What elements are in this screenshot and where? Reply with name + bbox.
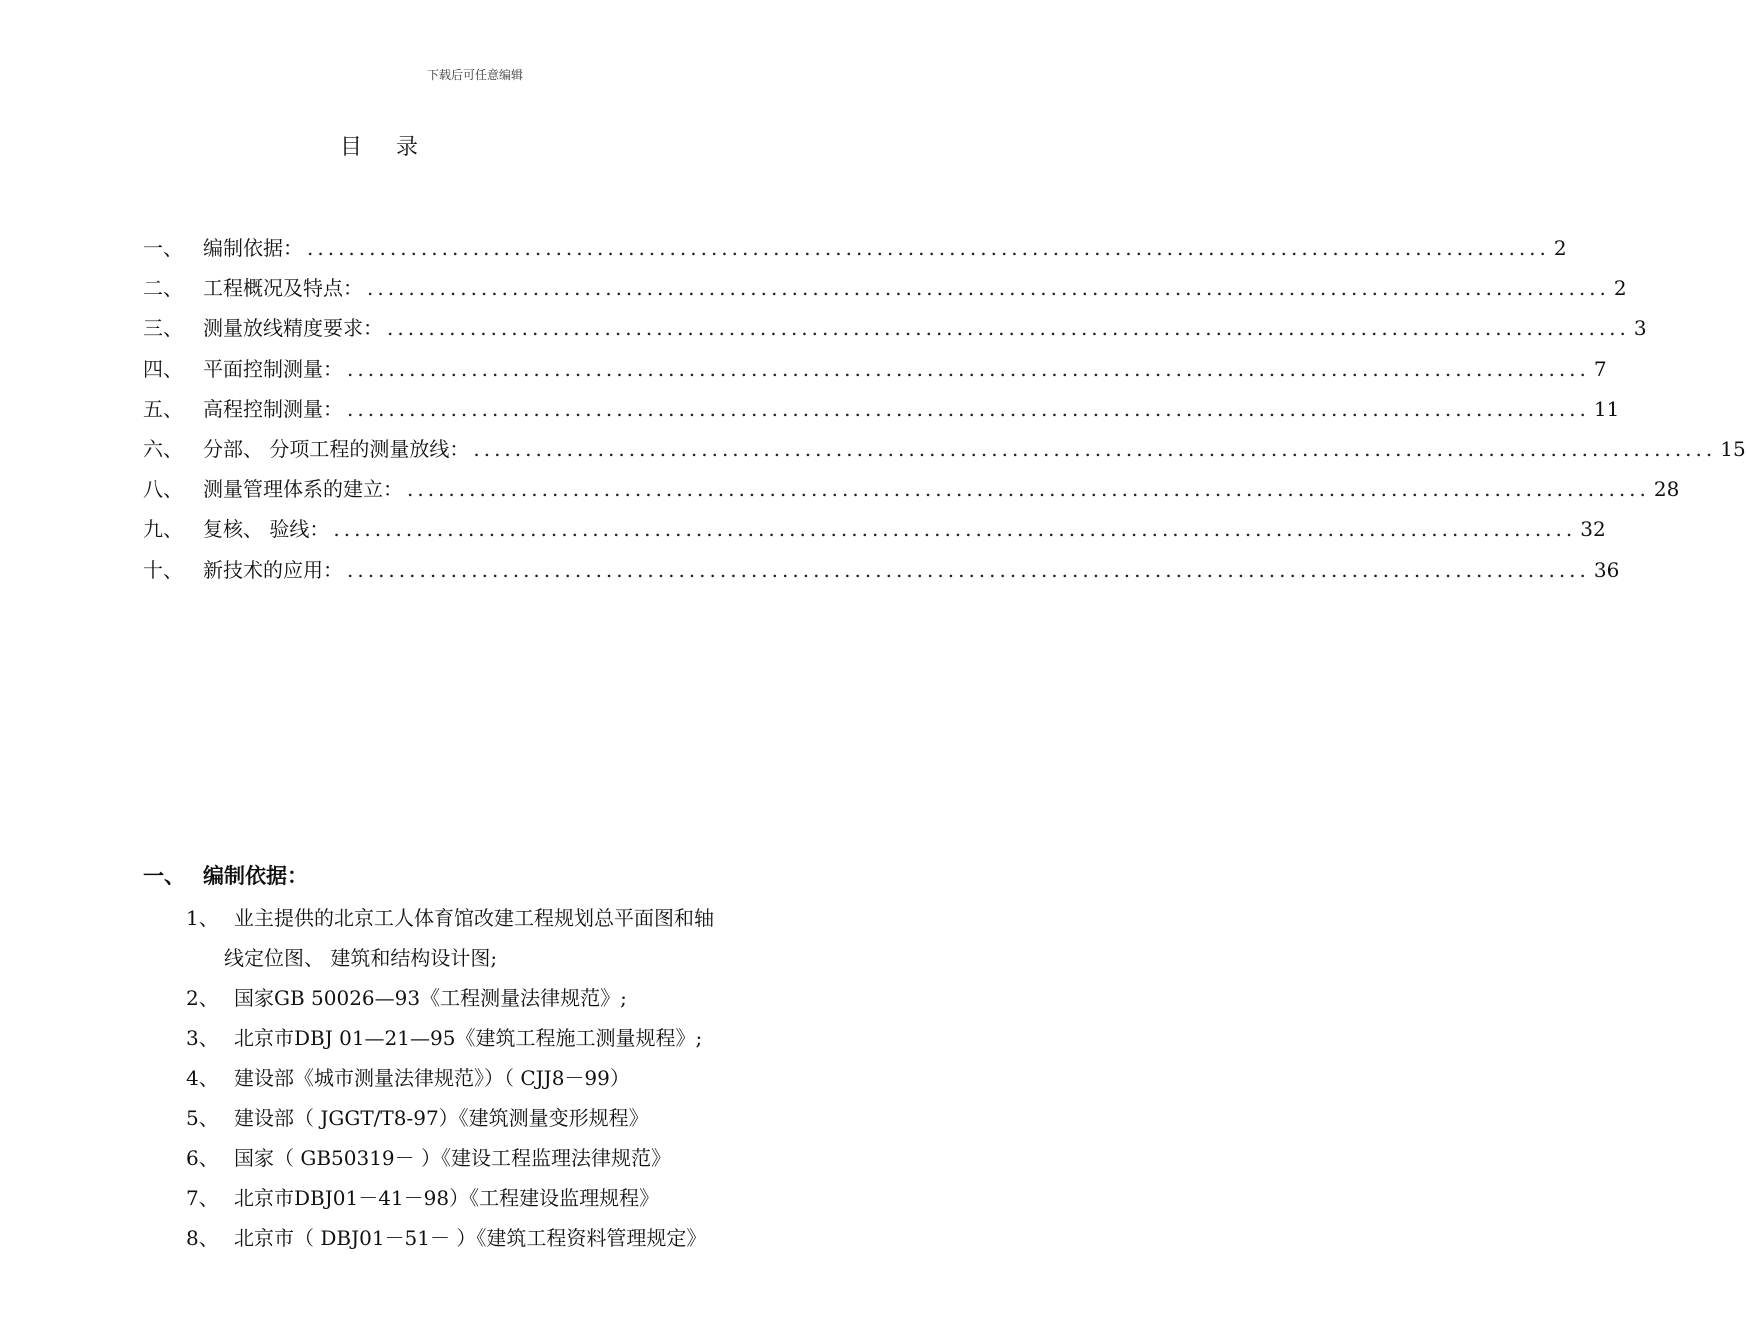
toc-entry-label: 测量管理体系的建立： [203, 477, 403, 502]
toc-entry-number: 四、 [143, 356, 183, 381]
toc-entry[interactable] [143, 353, 1607, 393]
toc-entry[interactable] [143, 272, 1627, 312]
toc-leader-dots: ........................................................................................................................ [307, 236, 1550, 260]
list-item-text: 业主提供的北京工人体育馆改建工程规划总平面图和轴 [234, 906, 714, 930]
toc-entry-label: 新技术的应用： [203, 557, 343, 582]
toc-entry-page: 11 [1593, 396, 1620, 421]
toc-leader-dots: ........................................................................................................................ [387, 316, 1630, 341]
list-item [186, 978, 816, 1018]
list-item-number: 7、 [186, 1186, 219, 1210]
toc-entry-label: 编制依据： [203, 236, 303, 260]
list-item [186, 1138, 816, 1178]
list-item-text: 国家GB 50026—93《工程测量法律规范》; [234, 986, 627, 1010]
list-item-number: 8、 [186, 1226, 219, 1250]
toc-entry-page: 7 [1593, 356, 1607, 381]
toc-leader-dots: ........................................................................................................................ [347, 356, 1590, 381]
toc-entry[interactable] [143, 433, 1746, 473]
toc-entry-page: 28 [1653, 477, 1680, 502]
toc-entry-page: 15 [1720, 436, 1746, 461]
toc-entry[interactable] [143, 554, 1620, 594]
list-item [186, 1178, 816, 1218]
toc-entry-number: 三、 [143, 316, 183, 341]
toc-entry-label: 高程控制测量： [203, 396, 343, 421]
list-item-number: 5、 [186, 1106, 219, 1130]
list-item-number: 4、 [186, 1066, 219, 1090]
list-item [186, 1218, 816, 1258]
toc-entry-number: 十、 [143, 557, 183, 582]
section-title: 编制依据： [203, 864, 308, 888]
toc-entry-number: 二、 [143, 276, 183, 301]
toc-entry[interactable] [143, 513, 1606, 553]
list-item [186, 1058, 816, 1098]
toc-entry[interactable] [143, 473, 1680, 513]
section-number: 一、 [143, 864, 185, 888]
toc-leader-dots: ........................................................................................................................ [367, 276, 1610, 301]
list-item-number: 6、 [186, 1146, 219, 1170]
toc-entry-label: 复核、 验线： [203, 517, 330, 542]
toc-entry-number: 五、 [143, 396, 183, 421]
toc-entry[interactable] [143, 312, 1647, 352]
toc-entry[interactable] [143, 232, 1567, 272]
table-of-contents [143, 232, 1746, 594]
toc-entry-page: 32 [1580, 517, 1606, 542]
toc-entry-number: 八、 [143, 477, 183, 502]
list-item-number: 3、 [186, 1026, 219, 1050]
toc-entry-label: 分部、 分项工程的测量放线： [203, 436, 470, 461]
toc-entry[interactable] [143, 393, 1620, 433]
list-item-text: 北京市DBJ 01—21—95《建筑工程施工测量规程》; [234, 1026, 703, 1050]
list-item-text: 国家（ GB50319－ ）《建设工程监理法律规范》 [234, 1146, 672, 1170]
page-header-note: 下载后可任意编辑 [426, 68, 523, 82]
list-item-text: 北京市DBJ01－41－98）《工程建设监理规程》 [234, 1186, 660, 1210]
reference-list [186, 898, 816, 1258]
list-item-text: 北京市（ DBJ01－51－ ）《建筑工程资料管理规定》 [234, 1226, 707, 1250]
toc-entry-label: 工程概况及特点： [203, 276, 363, 301]
toc-entry-page: 36 [1593, 557, 1620, 582]
toc-entry-label: 平面控制测量： [203, 356, 343, 381]
toc-leader-dots: ........................................................................................................................ [333, 517, 1577, 542]
list-item-number: 2、 [186, 986, 219, 1010]
toc-entry-number: 六、 [143, 436, 183, 461]
toc-leader-dots: ........................................................................................................................ [407, 477, 1650, 502]
toc-leader-dots: ........................................................................................................................ [347, 557, 1590, 582]
toc-title: 目录 [340, 135, 453, 160]
list-item-text: 建设部《城市测量法律规范》）（ CJJ8－99） [234, 1066, 630, 1090]
section-heading [143, 860, 308, 890]
toc-entry-page: 3 [1633, 316, 1647, 341]
toc-leader-dots: ........................................................................................................................ [347, 396, 1590, 421]
list-item [186, 1098, 816, 1138]
list-item-text: 建设部（ JGGT/T8-97）《建筑测量变形规程》 [234, 1106, 649, 1130]
list-item [186, 898, 816, 938]
list-item-number: 1、 [186, 906, 219, 930]
list-item [186, 1018, 816, 1058]
list-item-continuation: 线定位图、 建筑和结构设计图; [224, 946, 498, 970]
toc-leader-dots: ........................................................................................................................ [473, 436, 1717, 461]
toc-entry-label: 测量放线精度要求： [203, 316, 383, 341]
toc-entry-page: 2 [1613, 276, 1627, 301]
toc-entry-number: 九、 [143, 517, 183, 542]
toc-entry-number: 一、 [143, 236, 183, 260]
toc-entry-page: 2 [1553, 236, 1567, 260]
